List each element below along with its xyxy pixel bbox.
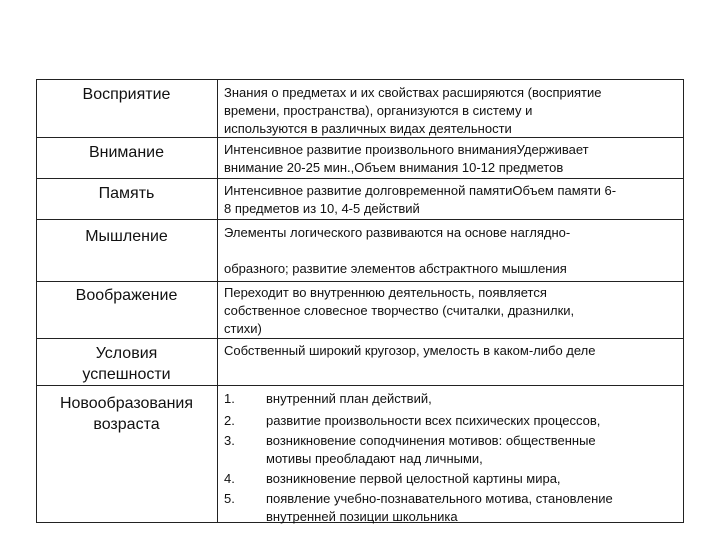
label-line: Новообразования <box>59 395 194 412</box>
row-text-thinking <box>224 224 674 278</box>
list-item-number: 5. <box>224 491 235 506</box>
list-item-text: мотивы преобладают над личными, <box>266 451 483 466</box>
list-item-text: развитие произвольности всех психических процессов, <box>266 413 601 428</box>
row-label-thinking: Мышление <box>85 228 168 245</box>
row-divider <box>36 338 684 339</box>
row-text-perception <box>224 84 674 138</box>
text-line: Переходит во внутреннюю деятельность, появляется <box>224 285 547 300</box>
row-label-age-neoformations <box>36 393 217 435</box>
list-item-number: 2. <box>224 413 235 428</box>
row-text-memory <box>224 182 674 218</box>
row-divider <box>36 385 684 386</box>
row-divider <box>36 178 684 179</box>
list-item-number: 1. <box>224 391 235 406</box>
text-line: 8 предметов из 10, 4-5 действий <box>224 201 420 216</box>
list-item-text: внутренней позиции школьника <box>266 509 458 524</box>
text-line: Знания о предметах и их свойствах расширяются (восприятие <box>224 85 602 100</box>
label-line: успешности <box>82 366 171 383</box>
label-line: возраста <box>93 416 160 433</box>
row-text-imagination <box>224 284 674 338</box>
text-line: Интенсивное развитие долговременной памятиОбъем памяти 6- <box>224 183 617 198</box>
row-label-success-conditions <box>36 343 217 385</box>
list-item-text: возникновение соподчинения мотивов: общественные <box>266 433 596 448</box>
row-label-attention: Внимание <box>88 144 164 161</box>
text-line: Элементы логического развиваются на основе наглядно- <box>224 225 571 240</box>
text-line: стихи) <box>224 321 262 336</box>
label-line: Условия <box>95 345 158 362</box>
row-label-perception: Восприятие <box>82 86 171 103</box>
list-item-number: 3. <box>224 433 235 448</box>
text-line: образного; развитие элементов абстрактного мышления <box>224 261 567 276</box>
row-text-success-conditions <box>224 342 674 360</box>
list-item-text: появление учебно-познавательного мотива, становление <box>266 491 613 506</box>
text-line: Собственный широкий кругозор, умелость в каком-либо деле <box>224 343 596 358</box>
list-item-number: 4. <box>224 471 235 486</box>
text-line: времени, пространства), организуются в систему и <box>224 103 533 118</box>
text-line: Интенсивное развитие произвольного вниманияУдерживает <box>224 142 589 157</box>
row-divider <box>36 219 684 220</box>
row-label-imagination: Воображение <box>75 287 178 304</box>
list-item-text: возникновение первой целостной картины мира, <box>266 471 561 486</box>
text-line: собственное словесное творчество (считалки, дразнилки, <box>224 303 575 318</box>
row-label-memory: Память <box>98 185 155 202</box>
list-item-text: внутренний план действий, <box>266 391 432 406</box>
text-line: используются в различных видах деятельности <box>224 121 512 136</box>
row-divider <box>36 281 684 282</box>
column-divider <box>217 79 218 523</box>
text-line: внимание 20-25 мин.,Объем внимания 10-12 предметов <box>224 160 564 175</box>
row-text-attention <box>224 141 674 177</box>
